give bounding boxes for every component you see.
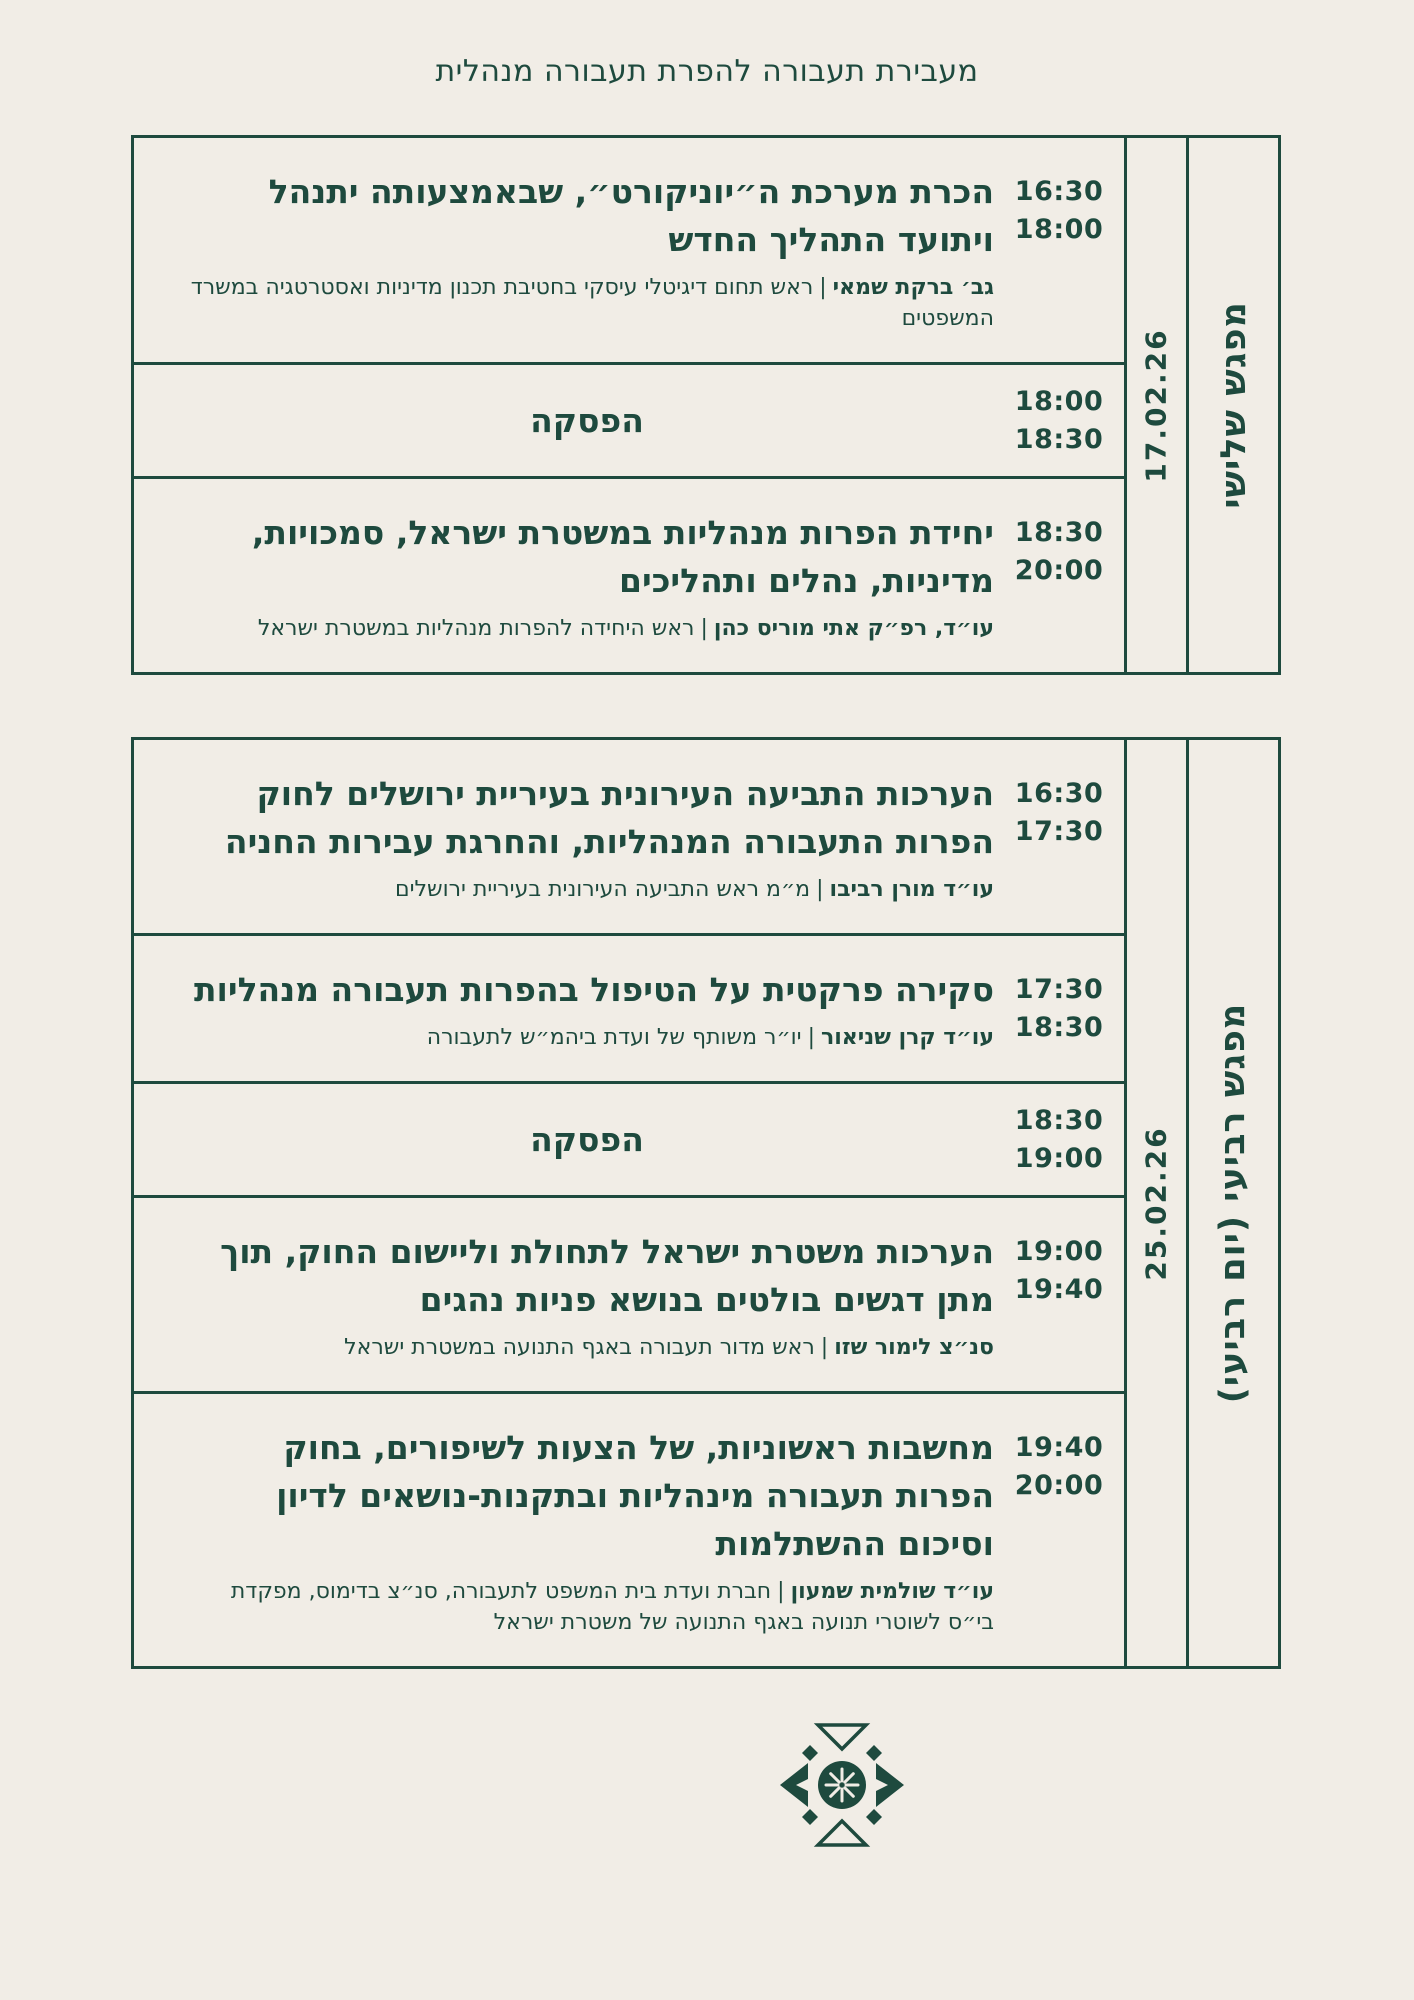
session-name-column bbox=[1186, 740, 1278, 1666]
compass-star-emblem-icon bbox=[772, 1715, 912, 1855]
session-topic-title: הפסקה bbox=[530, 400, 644, 440]
session-date-label: 17.02.26 bbox=[1139, 327, 1173, 483]
speaker-line bbox=[180, 1022, 994, 1053]
row-content bbox=[144, 389, 1000, 453]
session-topic-title: הערכות התביעה העירונית בעיריית ירושלים לחוק הפרות התעבורה המנהליות, והחרגת עבירות החניה bbox=[224, 774, 994, 861]
end-time: 19:00 bbox=[1014, 1143, 1104, 1175]
start-time: 17:30 bbox=[1014, 974, 1104, 1005]
row-content bbox=[144, 740, 1000, 933]
session-date-column bbox=[1124, 740, 1186, 1666]
end-time: 20:00 bbox=[1014, 1470, 1104, 1501]
time-range bbox=[1000, 1198, 1118, 1391]
pipe-separator: | bbox=[777, 1578, 785, 1604]
start-time: 18:30 bbox=[1014, 1105, 1104, 1137]
row-content bbox=[144, 138, 1000, 362]
speaker-role: מ״מ ראש התביעה העירונית בעיריית ירושלים bbox=[395, 876, 811, 902]
speaker-role: יו״ר משותף של ועדת ביהמ״ש לתעבורה bbox=[426, 1024, 802, 1050]
session-rows bbox=[134, 740, 1124, 1666]
west-arrow-shape bbox=[780, 1763, 808, 1807]
session-date-column bbox=[1124, 138, 1186, 672]
time-range bbox=[1000, 740, 1118, 933]
time-range bbox=[1000, 386, 1118, 456]
north-arrow-shape bbox=[818, 1725, 866, 1749]
session-name-label: מפגש רביעי (יום רביעי) bbox=[1213, 1002, 1254, 1404]
table-row bbox=[134, 365, 1124, 479]
end-time: 18:00 bbox=[1014, 214, 1104, 245]
speaker-role: ראש מדור תעבורה באגף התנועה במשטרת ישראל bbox=[344, 1334, 815, 1360]
start-time: 16:30 bbox=[1014, 778, 1104, 810]
pipe-separator: | bbox=[820, 1334, 829, 1360]
session-name-label: מפגש שלישי bbox=[1213, 301, 1254, 509]
pipe-separator: | bbox=[816, 876, 824, 902]
page-title: מעבירת תעבורה להפרת תעבורה מנהלית bbox=[435, 54, 979, 89]
time-range bbox=[1000, 936, 1118, 1081]
speaker-name: עו״ד מורן רביבו bbox=[829, 876, 994, 902]
table-row bbox=[134, 138, 1124, 365]
session-topic-title: סקירה פרקטית על הטיפול בהפרות תעבורה מנהליות bbox=[193, 970, 994, 1009]
diamond-dot bbox=[866, 1745, 882, 1761]
row-content bbox=[144, 479, 1000, 672]
table-row bbox=[134, 479, 1124, 672]
diamond-dot bbox=[802, 1809, 818, 1825]
end-time: 19:40 bbox=[1014, 1274, 1104, 1306]
session-rows bbox=[134, 138, 1124, 672]
start-time: 18:30 bbox=[1014, 517, 1104, 549]
speaker-role: ראש תחום דיגיטלי עיסקי בחטיבת תכנון מדיניות ואסטרטגיה במשרד המשפטים bbox=[190, 274, 994, 331]
session-topic-title: יחידת הפרות מנהליות במשטרת ישראל, סמכויות, מדיניות, נהלים ותהליכים bbox=[251, 513, 994, 600]
session-topic-title: הפסקה bbox=[530, 1119, 644, 1159]
speaker-line bbox=[180, 874, 994, 905]
session-date-label: 25.02.26 bbox=[1139, 1125, 1173, 1281]
pipe-separator: | bbox=[807, 1024, 815, 1050]
time-range bbox=[1000, 479, 1118, 672]
speaker-line bbox=[180, 272, 994, 334]
row-content bbox=[144, 1394, 1000, 1666]
end-time: 20:00 bbox=[1014, 555, 1104, 587]
session-topic-title: מחשבות ראשוניות, של הצעות לשיפורים, בחוק הפרות תעבורה מינהליות ובתקנות-נושאים לדיון וסיכום ההשתלמות bbox=[276, 1428, 994, 1563]
end-time: 18:30 bbox=[1014, 424, 1104, 456]
schedule-tables bbox=[131, 135, 1281, 1669]
south-arrow-shape bbox=[818, 1821, 866, 1845]
session-topic-title: הערכות משטרת ישראל לתחולת וליישום החוק, תוך מתן דגשים בולטים בנושא פניות נהגים bbox=[220, 1232, 994, 1319]
speaker-name: גב׳ ברקת שמאי bbox=[832, 274, 994, 300]
table-row bbox=[134, 1198, 1124, 1394]
speaker-role: ראש היחידה להפרות מנהליות במשטרת ישראל bbox=[257, 615, 695, 641]
east-arrow-shape bbox=[876, 1763, 904, 1807]
speaker-role: חברת ועדת בית המשפט לתעבורה, סנ״צ בדימוס, מפקדת בי״ס לשוטרי תנועה באגף התנועה של משטרת ישראל bbox=[230, 1578, 994, 1635]
speaker-name: עו״ד קרן שניאור bbox=[820, 1024, 994, 1050]
end-time: 18:30 bbox=[1014, 1012, 1104, 1043]
row-content bbox=[144, 1198, 1000, 1391]
start-time: 19:00 bbox=[1014, 1236, 1104, 1268]
time-range bbox=[1000, 1394, 1118, 1666]
pipe-separator: | bbox=[700, 615, 708, 641]
row-content bbox=[144, 1108, 1000, 1172]
speaker-name: סנ״צ לימור שזו bbox=[834, 1334, 994, 1360]
table-row bbox=[134, 1394, 1124, 1666]
org-emblem-logo bbox=[772, 1715, 912, 1855]
diamond-dot bbox=[802, 1745, 818, 1761]
diamond-dot bbox=[866, 1809, 882, 1825]
time-range bbox=[1000, 138, 1118, 362]
speaker-name: עו״ד, רפ״ק אתי מוריס כהן bbox=[713, 615, 994, 641]
table-row bbox=[134, 740, 1124, 936]
speaker-line bbox=[180, 1576, 994, 1638]
table-row bbox=[134, 1084, 1124, 1198]
row-content bbox=[144, 936, 1000, 1081]
speaker-line bbox=[180, 1332, 994, 1363]
start-time: 19:40 bbox=[1014, 1432, 1104, 1463]
schedule-table bbox=[131, 737, 1281, 1669]
table-row bbox=[134, 936, 1124, 1084]
time-range bbox=[1000, 1105, 1118, 1175]
schedule-table bbox=[131, 135, 1281, 675]
pipe-separator: | bbox=[819, 274, 827, 300]
start-time: 16:30 bbox=[1014, 176, 1104, 207]
session-name-column bbox=[1186, 138, 1278, 672]
start-time: 18:00 bbox=[1014, 386, 1104, 418]
end-time: 17:30 bbox=[1014, 816, 1104, 848]
speaker-name: עו״ד שולמית שמעון bbox=[790, 1578, 994, 1604]
speaker-line bbox=[180, 613, 994, 644]
session-topic-title: הכרת מערכת ה״יוניקורט״, שבאמצעותה יתנהל ויתועד התהליך החדש bbox=[268, 172, 994, 259]
